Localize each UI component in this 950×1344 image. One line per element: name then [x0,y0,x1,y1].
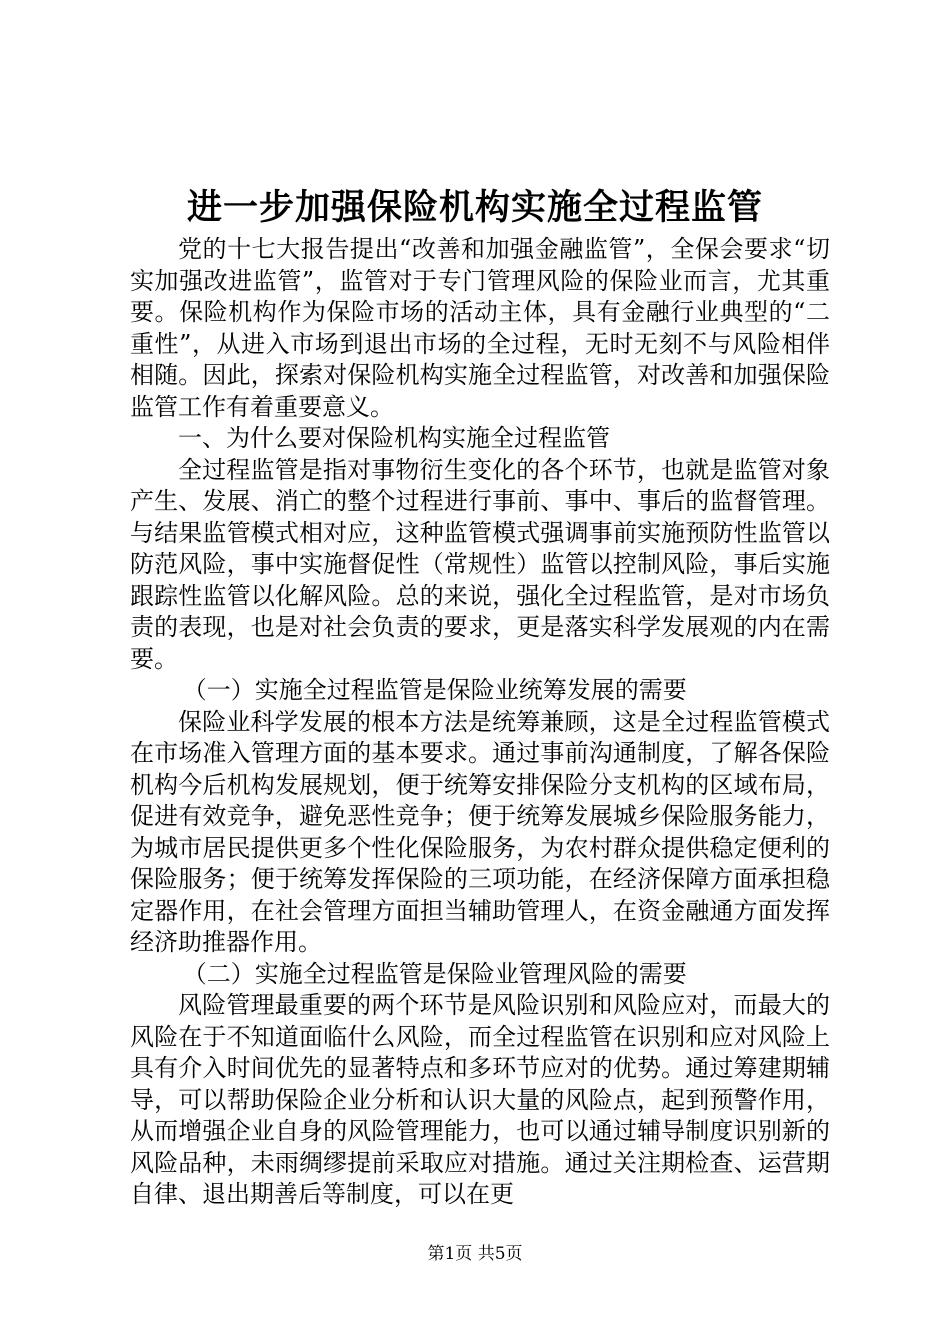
paragraph: 党的十七大报告提出“改善和加强金融监管”，全保会要求“切实加强改进监管”，监管对于专门管理风险的保险业而言，尤其重要。保险机构作为保险市场的活动主体，具有金融行业典型的“二重性”，从进入市场到退出市场的全过程，无时无刻不与风险相伴相随。因此，探索对保险机构实施全过程监管，对改善和加强保险监管工作有着重要意义。 [130,235,830,421]
paragraph: 全过程监管是指对事物衍生变化的各个环节，也就是监管对象产生、发展、消亡的整个过程进行事前、事中、事后的监督管理。与结果监管模式相对应，这种监管模式强调事前实施预防性监管以防范风险，事中实施督促性（常规性）监管以控制风险，事后实施跟踪性监管以化解风险。总的来说，强化全过程监管，是对市场负责的表现，也是对社会负责的要求，更是落实科学发展观的内在需要。 [130,455,830,673]
document-title: 进一步加强保险机构实施全过程监管 [186,187,763,228]
document-body [130,234,830,1211]
page-footer: 第1页 共5页 [427,1244,523,1264]
subsection-heading: （二）实施全过程监管是保险业管理风险的需要 [182,959,687,988]
paragraph: 保险业科学发展的根本方法是统筹兼顾，这是全过程监管模式在市场准入管理方面的基本要求。通过事前沟通制度，了解各保险机构今后机构发展规划，便于统筹安排保险分支机构的区域布局，促进有效竞争，避免恶性竞争；便于统筹发展城乡保险服务能力，为城市居民提供更多个性化保险服务，为农村群众提供稳定便利的保险服务；便于统筹发挥保险的三项功能，在经济保障方面承担稳定器作用，在社会管理方面担当辅助管理人，在资金融通方面发挥经济助推器作用。 [130,707,830,956]
subsection-heading: （一）实施全过程监管是保险业统筹发展的需要 [182,676,687,704]
paragraph: 风险管理最重要的两个环节是风险识别和风险应对，而最大的风险在于不知道面临什么风险，而全过程监管在识别和应对风险上具有介入时间优先的显著特点和多环节应对的优势。通过筹建期辅导，可以帮助保险企业分析和认识大量的风险点，起到预警作用，从而增强企业自身的风险管理能力，也可以通过辅导制度识别新的风险品种，未雨绸缪提前采取应对措施。通过关注期检查、运营期自律、退出期善后等制度，可以在更 [130,991,830,1208]
section-heading: 一、为什么要对保险机构实施全过程监管 [178,424,610,452]
